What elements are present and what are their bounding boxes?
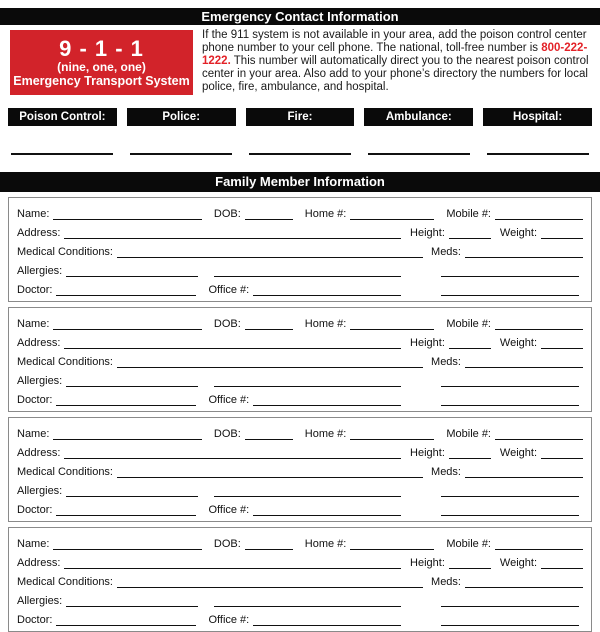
allergies-extra-blank-line (214, 276, 401, 277)
office-number-blank-line (253, 405, 401, 406)
intro-text-after: This number will automatically direct you to the nearest poison control center in your area. Also add to your phone’s directory the numbers for local police, fire, ambulance, and hospital. (202, 55, 589, 94)
hospital-blank-line (487, 153, 589, 155)
home-number-label: Home #: (304, 538, 347, 550)
allergies-extra-blank-line (214, 606, 401, 607)
dob-label: DOB: (213, 208, 241, 220)
mobile-number-blank-line (495, 439, 583, 440)
dob-blank-line (245, 549, 293, 550)
office-number-blank-line (253, 625, 401, 626)
mobile-number-label: Mobile #: (446, 538, 491, 550)
height-blank-line (449, 458, 491, 459)
name-blank-line (53, 549, 201, 550)
height-label: Height: (410, 337, 445, 349)
address-label: Address: (17, 447, 61, 459)
member-row-doctor (17, 609, 583, 628)
doctor-blank-line (56, 295, 196, 296)
ambulance-blank-line (368, 153, 470, 155)
weight-label: Weight: (499, 337, 537, 349)
contact-label-fire: Fire: (246, 108, 355, 126)
height-blank-line (449, 348, 491, 349)
home-number-blank-line (350, 549, 434, 550)
allergies-label: Allergies: (17, 375, 63, 387)
police-blank-line (130, 153, 232, 155)
medical-conditions-blank-line (117, 367, 423, 368)
dob-label: DOB: (213, 538, 241, 550)
medical-conditions-label: Medical Conditions: (17, 466, 113, 478)
intro-text-before: If the 911 system is not available in your area, add the poison control center phone number to your cell phone. The national, toll-free number is (202, 29, 587, 55)
address-blank-line (64, 568, 401, 569)
doctor-label: Doctor: (17, 504, 53, 516)
weight-blank-line (541, 238, 583, 239)
allergies-blank-line (66, 496, 198, 497)
mobile-number-blank-line (495, 219, 583, 220)
home-number-label: Home #: (304, 208, 347, 220)
911-number: 9 - 1 - 1 (59, 35, 144, 61)
home-number-label: Home #: (304, 428, 347, 440)
name-blank-line (53, 219, 201, 220)
member-row-name (17, 203, 583, 222)
meds-extra-blank-line-1 (441, 496, 579, 497)
meds-extra-blank-line-1 (441, 606, 579, 607)
allergies-label: Allergies: (17, 265, 63, 277)
contact-label-hospital: Hospital: (483, 108, 592, 126)
weight-blank-line (541, 348, 583, 349)
address-blank-line (64, 458, 401, 459)
meds-extra-blank-line-2 (441, 625, 579, 626)
mobile-number-label: Mobile #: (446, 318, 491, 330)
contact-labels-row (8, 108, 592, 126)
home-number-blank-line (350, 329, 434, 330)
height-label: Height: (410, 227, 445, 239)
page-title: Emergency Contact Information (201, 9, 399, 24)
meds-blank-line (465, 257, 583, 258)
meds-extra-blank-line-2 (441, 295, 579, 296)
name-label: Name: (17, 538, 50, 550)
member-row-allergies (17, 370, 583, 389)
member-row-medical (17, 571, 583, 590)
intro-paragraph (202, 29, 593, 95)
dob-label: DOB: (213, 428, 241, 440)
meds-label: Meds: (431, 576, 461, 588)
office-number-label: Office #: (208, 614, 250, 626)
doctor-label: Doctor: (17, 614, 53, 626)
name-label: Name: (17, 208, 50, 220)
weight-label: Weight: (499, 557, 537, 569)
allergies-extra-blank-line (214, 386, 401, 387)
address-label: Address: (17, 227, 61, 239)
allergies-blank-line (66, 276, 198, 277)
contact-blank-lines-row (11, 153, 589, 155)
dob-blank-line (245, 329, 293, 330)
home-number-blank-line (350, 439, 434, 440)
office-number-label: Office #: (208, 394, 250, 406)
mobile-number-blank-line (495, 329, 583, 330)
address-blank-line (64, 238, 401, 239)
doctor-label: Doctor: (17, 394, 53, 406)
member-row-address (17, 442, 583, 461)
member-row-allergies (17, 260, 583, 279)
member-row-doctor (17, 389, 583, 408)
medical-conditions-label: Medical Conditions: (17, 356, 113, 368)
name-blank-line (53, 439, 201, 440)
address-label: Address: (17, 337, 61, 349)
height-blank-line (449, 568, 491, 569)
dob-label: DOB: (213, 318, 241, 330)
medical-conditions-blank-line (117, 587, 423, 588)
member-row-name (17, 423, 583, 442)
mobile-number-label: Mobile #: (446, 428, 491, 440)
office-number-blank-line (253, 515, 401, 516)
height-blank-line (449, 238, 491, 239)
mobile-number-blank-line (495, 549, 583, 550)
medical-conditions-label: Medical Conditions: (17, 246, 113, 258)
office-number-blank-line (253, 295, 401, 296)
member-row-address (17, 552, 583, 571)
address-label: Address: (17, 557, 61, 569)
name-blank-line (53, 329, 201, 330)
meds-label: Meds: (431, 246, 461, 258)
allergies-blank-line (66, 386, 198, 387)
office-number-label: Office #: (208, 284, 250, 296)
office-number-label: Office #: (208, 504, 250, 516)
home-number-label: Home #: (304, 318, 347, 330)
contact-label-poison-control: Poison Control: (8, 108, 117, 126)
family-member-block-4 (8, 527, 592, 632)
member-row-address (17, 332, 583, 351)
meds-blank-line (465, 477, 583, 478)
address-blank-line (64, 348, 401, 349)
member-row-allergies (17, 590, 583, 609)
weight-label: Weight: (499, 447, 537, 459)
meds-extra-blank-line-2 (441, 515, 579, 516)
meds-extra-blank-line-2 (441, 405, 579, 406)
dob-blank-line (245, 219, 293, 220)
meds-blank-line (465, 367, 583, 368)
poison-control-phone-number: 800-222-1222. (202, 42, 588, 68)
contact-label-ambulance: Ambulance: (364, 108, 473, 126)
member-row-name (17, 533, 583, 552)
family-member-block-1 (8, 197, 592, 302)
doctor-blank-line (56, 405, 196, 406)
member-row-address (17, 222, 583, 241)
member-row-name (17, 313, 583, 332)
meds-label: Meds: (431, 466, 461, 478)
page-title-bar (0, 8, 600, 25)
911-caption: Emergency Transport System (13, 73, 190, 88)
emergency-911-box (10, 30, 193, 95)
weight-label: Weight: (499, 227, 537, 239)
family-section-bar (0, 172, 600, 192)
911-subtitle: (nine, one, one) (57, 59, 146, 74)
medical-conditions-blank-line (117, 257, 423, 258)
medical-conditions-blank-line (117, 477, 423, 478)
home-number-blank-line (350, 219, 434, 220)
weight-blank-line (541, 568, 583, 569)
height-label: Height: (410, 447, 445, 459)
family-member-block-3 (8, 417, 592, 522)
fire-blank-line (249, 153, 351, 155)
allergies-label: Allergies: (17, 485, 63, 497)
dob-blank-line (245, 439, 293, 440)
doctor-label: Doctor: (17, 284, 53, 296)
member-row-medical (17, 351, 583, 370)
member-row-medical (17, 461, 583, 480)
member-row-allergies (17, 480, 583, 499)
allergies-extra-blank-line (214, 496, 401, 497)
name-label: Name: (17, 318, 50, 330)
meds-extra-blank-line-1 (441, 276, 579, 277)
doctor-blank-line (56, 515, 196, 516)
meds-extra-blank-line-1 (441, 386, 579, 387)
doctor-blank-line (56, 625, 196, 626)
meds-label: Meds: (431, 356, 461, 368)
family-section-title: Family Member Information (215, 174, 385, 189)
name-label: Name: (17, 428, 50, 440)
member-row-doctor (17, 279, 583, 298)
mobile-number-label: Mobile #: (446, 208, 491, 220)
medical-conditions-label: Medical Conditions: (17, 576, 113, 588)
family-member-block-2 (8, 307, 592, 412)
contact-label-police: Police: (127, 108, 236, 126)
poison-control-blank-line (11, 153, 113, 155)
allergies-blank-line (66, 606, 198, 607)
height-label: Height: (410, 557, 445, 569)
member-row-medical (17, 241, 583, 260)
meds-blank-line (465, 587, 583, 588)
weight-blank-line (541, 458, 583, 459)
intro-section (10, 30, 593, 95)
member-row-doctor (17, 499, 583, 518)
allergies-label: Allergies: (17, 595, 63, 607)
